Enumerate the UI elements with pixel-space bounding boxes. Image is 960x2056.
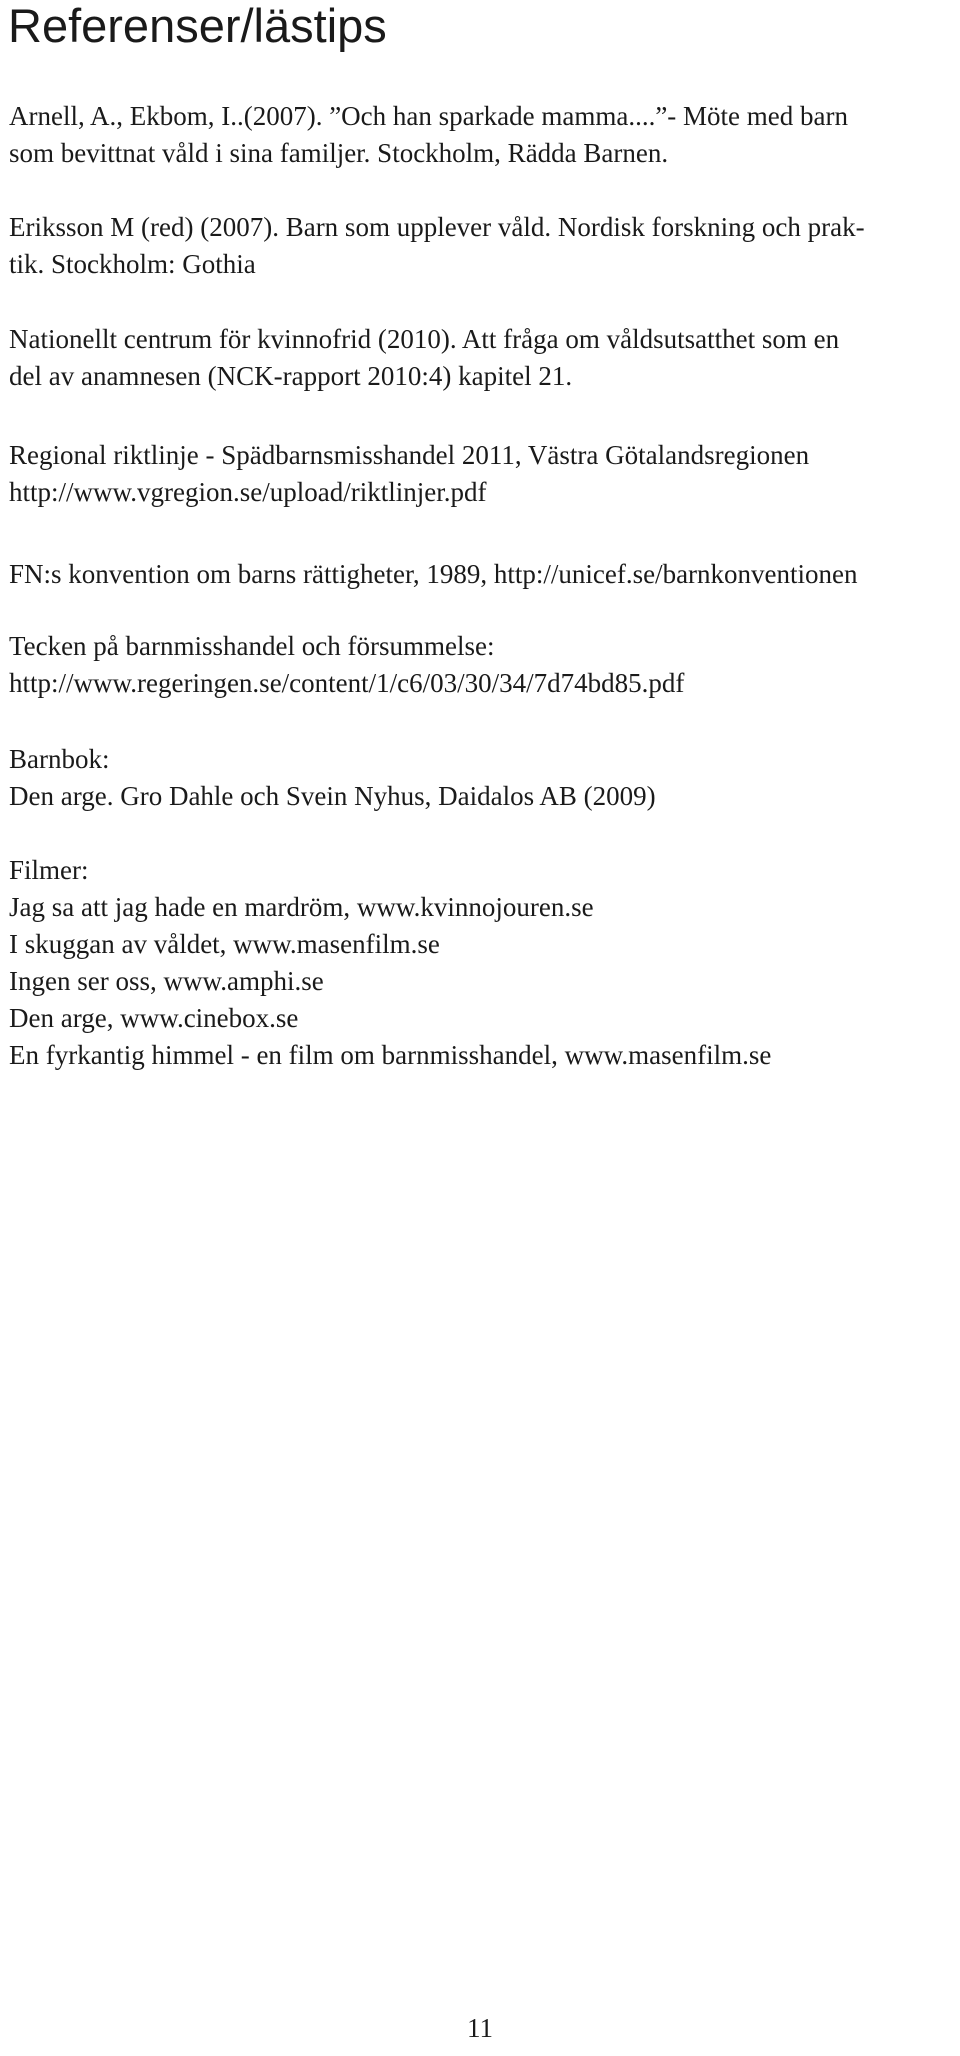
section-label: Filmer: (9, 855, 89, 885)
reference-line: del av anamnesen (NCK-rapport 2010:4) kapitel 21. (9, 361, 573, 391)
page-number: 11 (467, 2013, 493, 2043)
reference-link[interactable]: http://www.vgregion.se/upload/riktlinjer.pdf (9, 477, 487, 507)
reference-nck (9, 321, 839, 395)
reference-line: som bevittnat våld i sina familjer. Stockholm, Rädda Barnen. (9, 138, 669, 168)
reference-regional-riktlinje (9, 437, 809, 511)
reference-line: Arnell, A., Ekbom, I..(2007). ”Och han sparkade mamma....”- Möte med barn (9, 101, 849, 131)
film-item: En fyrkantig himmel - en film om barnmisshandel, www.masenfilm.se (9, 1040, 772, 1070)
reference-barnbok (9, 741, 656, 815)
film-item: Jag sa att jag hade en mardröm, www.kvinnojouren.se (9, 892, 594, 922)
reference-line: Tecken på barnmisshandel och försummelse: (9, 631, 495, 661)
film-item: I skuggan av våldet, www.masenfilm.se (9, 929, 440, 959)
reference-eriksson (9, 209, 865, 283)
reference-line: Eriksson M (red) (2007). Barn som upplever våld. Nordisk forskning och prak- (9, 212, 865, 242)
film-item: Den arge, www.cinebox.se (9, 1003, 299, 1033)
reference-line: Regional riktlinje - Spädbarnsmisshandel 2011, Västra Götalandsregionen (9, 440, 810, 470)
reference-line: tik. Stockholm: Gothia (9, 249, 256, 279)
page-title: Referenser/lästips (8, 0, 387, 52)
reference-arnell (9, 98, 848, 172)
film-item: Ingen ser oss, www.amphi.se (9, 966, 324, 996)
section-label: Barnbok: (9, 744, 110, 774)
reference-line: Den arge. Gro Dahle och Svein Nyhus, Daidalos AB (2009) (9, 781, 656, 811)
reference-line: FN:s konvention om barns rättigheter, 1989, http://unicef.se/barnkonventionen (9, 559, 858, 589)
reference-fn-konvention (9, 556, 858, 593)
reference-link[interactable]: http://www.regeringen.se/content/1/c6/03/30/34/7d74bd85.pdf (9, 668, 685, 698)
reference-tecken-pa-barnmisshandel (9, 628, 684, 702)
reference-line: Nationellt centrum för kvinnofrid (2010). Att fråga om våldsutsatthet som en (9, 324, 840, 354)
reference-filmer (9, 852, 771, 1074)
